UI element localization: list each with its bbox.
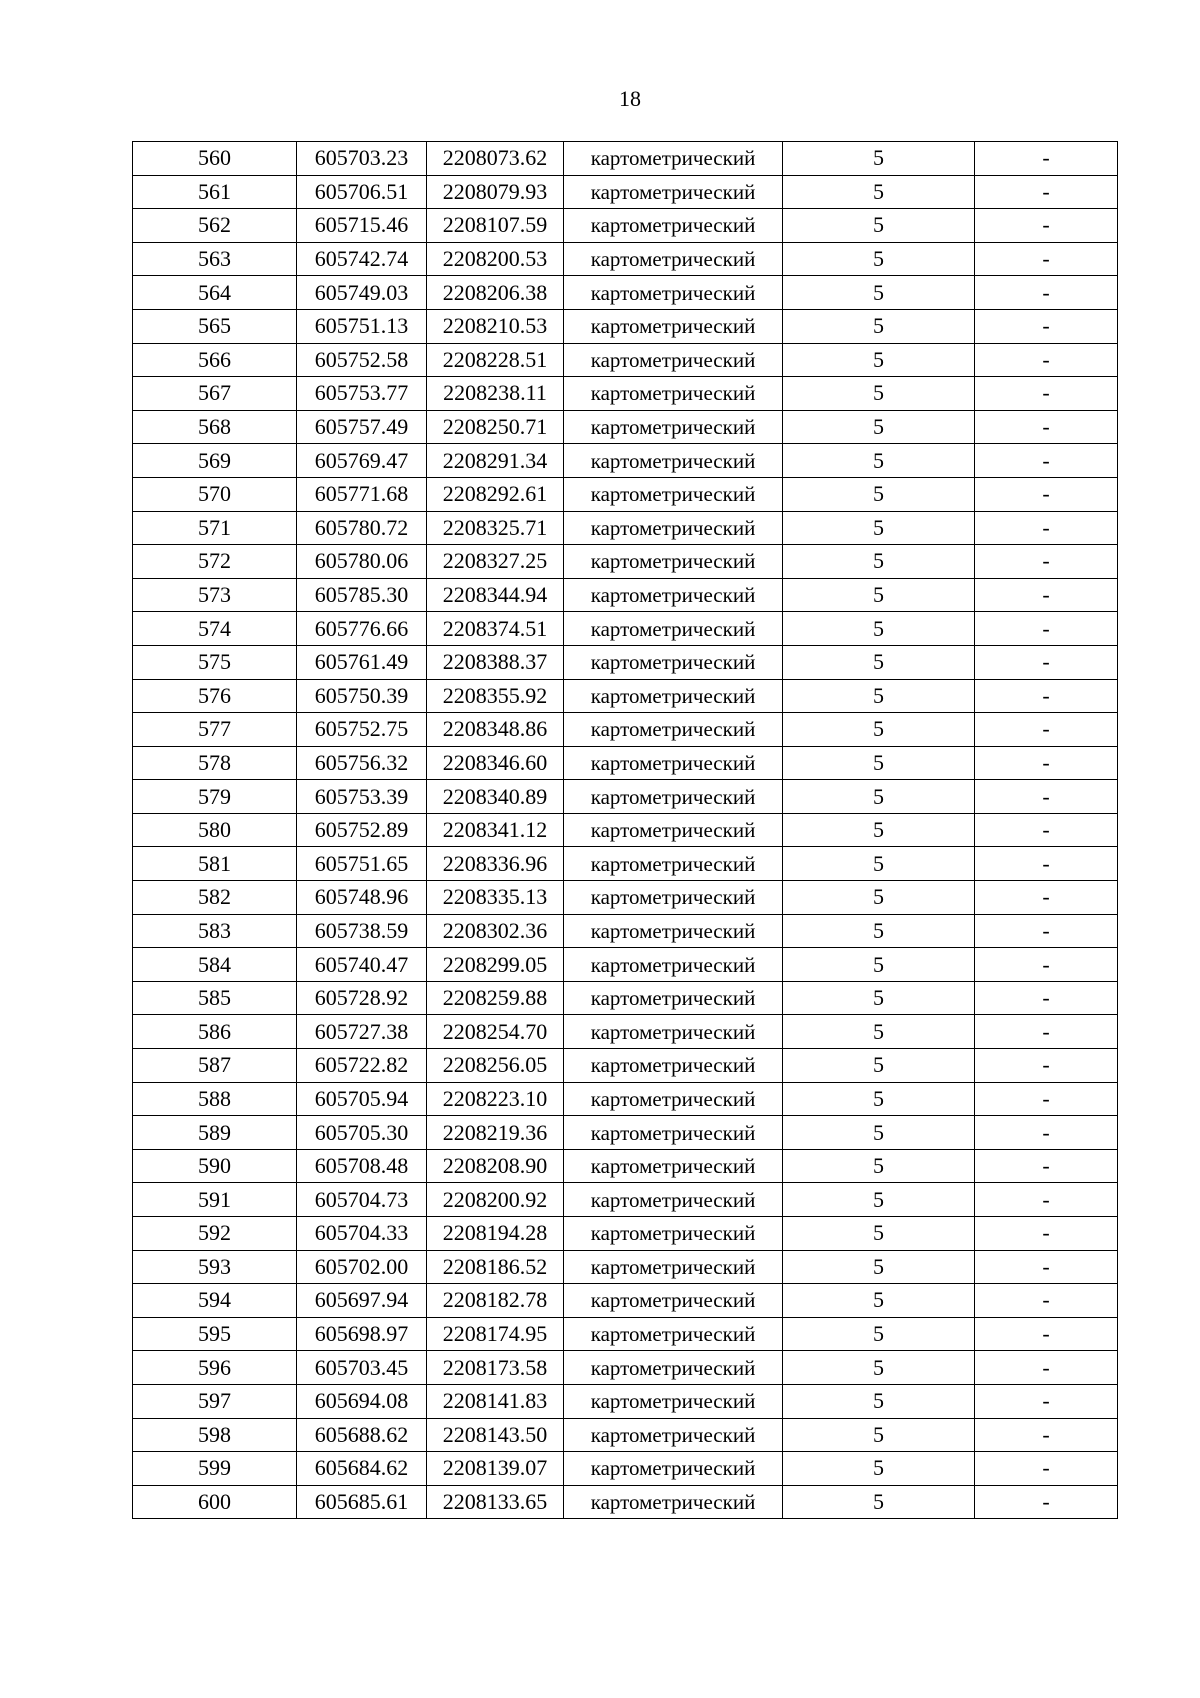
method-cell: картометрический [564, 948, 783, 982]
point-number-cell: 581 [133, 847, 297, 881]
method-cell: картометрический [564, 477, 783, 511]
method-cell: картометрический [564, 142, 783, 176]
y-coordinate-cell: 2208344.94 [427, 578, 564, 612]
table-row [133, 410, 1118, 444]
y-coordinate-cell: 2208079.93 [427, 175, 564, 209]
y-coordinate-cell: 2208219.36 [427, 1116, 564, 1150]
description-cell: - [975, 746, 1118, 780]
description-cell: - [975, 1250, 1118, 1284]
x-coordinate-cell: 605771.68 [297, 477, 427, 511]
y-coordinate-cell: 2208291.34 [427, 444, 564, 478]
x-coordinate-cell: 605750.39 [297, 679, 427, 713]
x-coordinate-cell: 605706.51 [297, 175, 427, 209]
x-coordinate-cell: 605751.13 [297, 309, 427, 343]
accuracy-cell: 5 [783, 914, 975, 948]
accuracy-cell: 5 [783, 948, 975, 982]
accuracy-cell: 5 [783, 645, 975, 679]
point-number-cell: 584 [133, 948, 297, 982]
point-number-cell: 586 [133, 1015, 297, 1049]
point-number-cell: 582 [133, 881, 297, 915]
accuracy-cell: 5 [783, 612, 975, 646]
x-coordinate-cell: 605688.62 [297, 1418, 427, 1452]
method-cell: картометрический [564, 1015, 783, 1049]
accuracy-cell: 5 [783, 1183, 975, 1217]
point-number-cell: 561 [133, 175, 297, 209]
x-coordinate-cell: 605703.45 [297, 1351, 427, 1385]
y-coordinate-cell: 2208206.38 [427, 276, 564, 310]
table-row [133, 1485, 1118, 1519]
y-coordinate-cell: 2208238.11 [427, 377, 564, 411]
table-row [133, 1217, 1118, 1251]
accuracy-cell: 5 [783, 175, 975, 209]
method-cell: картометрический [564, 1217, 783, 1251]
point-number-cell: 571 [133, 511, 297, 545]
x-coordinate-cell: 605703.23 [297, 142, 427, 176]
table-row [133, 343, 1118, 377]
point-number-cell: 572 [133, 545, 297, 579]
coordinates-table [132, 141, 1118, 1519]
description-cell: - [975, 847, 1118, 881]
point-number-cell: 566 [133, 343, 297, 377]
y-coordinate-cell: 2208346.60 [427, 746, 564, 780]
table-row [133, 881, 1118, 915]
description-cell: - [975, 1015, 1118, 1049]
table-row [133, 142, 1118, 176]
method-cell: картометрический [564, 1250, 783, 1284]
description-cell: - [975, 645, 1118, 679]
table-row [133, 679, 1118, 713]
accuracy-cell: 5 [783, 1418, 975, 1452]
accuracy-cell: 5 [783, 1082, 975, 1116]
x-coordinate-cell: 605776.66 [297, 612, 427, 646]
method-cell: картометрический [564, 914, 783, 948]
table-row [133, 444, 1118, 478]
point-number-cell: 578 [133, 746, 297, 780]
description-cell: - [975, 813, 1118, 847]
point-number-cell: 569 [133, 444, 297, 478]
method-cell: картометрический [564, 1082, 783, 1116]
description-cell: - [975, 1284, 1118, 1318]
description-cell: - [975, 1452, 1118, 1486]
point-number-cell: 591 [133, 1183, 297, 1217]
table-row [133, 847, 1118, 881]
y-coordinate-cell: 2208228.51 [427, 343, 564, 377]
description-cell: - [975, 981, 1118, 1015]
description-cell: - [975, 175, 1118, 209]
description-cell: - [975, 276, 1118, 310]
method-cell: картометрический [564, 612, 783, 646]
method-cell: картометрический [564, 1317, 783, 1351]
table-row [133, 914, 1118, 948]
description-cell: - [975, 780, 1118, 814]
table-row [133, 1384, 1118, 1418]
accuracy-cell: 5 [783, 1116, 975, 1150]
y-coordinate-cell: 2208336.96 [427, 847, 564, 881]
x-coordinate-cell: 605780.06 [297, 545, 427, 579]
table-row [133, 813, 1118, 847]
description-cell: - [975, 1082, 1118, 1116]
y-coordinate-cell: 2208107.59 [427, 209, 564, 243]
x-coordinate-cell: 605685.61 [297, 1485, 427, 1519]
method-cell: картометрический [564, 1351, 783, 1385]
table-row [133, 276, 1118, 310]
method-cell: картометрический [564, 1284, 783, 1318]
accuracy-cell: 5 [783, 578, 975, 612]
table-row [133, 1284, 1118, 1318]
point-number-cell: 595 [133, 1317, 297, 1351]
description-cell: - [975, 444, 1118, 478]
x-coordinate-cell: 605722.82 [297, 1049, 427, 1083]
y-coordinate-cell: 2208133.65 [427, 1485, 564, 1519]
method-cell: картометрический [564, 813, 783, 847]
table-row [133, 1317, 1118, 1351]
table-row [133, 1418, 1118, 1452]
x-coordinate-cell: 605728.92 [297, 981, 427, 1015]
x-coordinate-cell: 605753.77 [297, 377, 427, 411]
description-cell: - [975, 1384, 1118, 1418]
y-coordinate-cell: 2208340.89 [427, 780, 564, 814]
table-row [133, 545, 1118, 579]
point-number-cell: 564 [133, 276, 297, 310]
point-number-cell: 580 [133, 813, 297, 847]
y-coordinate-cell: 2208173.58 [427, 1351, 564, 1385]
accuracy-cell: 5 [783, 679, 975, 713]
x-coordinate-cell: 605752.58 [297, 343, 427, 377]
method-cell: картометрический [564, 242, 783, 276]
y-coordinate-cell: 2208139.07 [427, 1452, 564, 1486]
x-coordinate-cell: 605756.32 [297, 746, 427, 780]
description-cell: - [975, 578, 1118, 612]
method-cell: картометрический [564, 1452, 783, 1486]
point-number-cell: 594 [133, 1284, 297, 1318]
description-cell: - [975, 142, 1118, 176]
y-coordinate-cell: 2208292.61 [427, 477, 564, 511]
x-coordinate-cell: 605715.46 [297, 209, 427, 243]
y-coordinate-cell: 2208254.70 [427, 1015, 564, 1049]
point-number-cell: 593 [133, 1250, 297, 1284]
method-cell: картометрический [564, 847, 783, 881]
y-coordinate-cell: 2208141.83 [427, 1384, 564, 1418]
method-cell: картометрический [564, 981, 783, 1015]
accuracy-cell: 5 [783, 746, 975, 780]
description-cell: - [975, 209, 1118, 243]
table-row [133, 981, 1118, 1015]
y-coordinate-cell: 2208256.05 [427, 1049, 564, 1083]
x-coordinate-cell: 605780.72 [297, 511, 427, 545]
accuracy-cell: 5 [783, 1351, 975, 1385]
table-row [133, 377, 1118, 411]
method-cell: картометрический [564, 1485, 783, 1519]
point-number-cell: 599 [133, 1452, 297, 1486]
description-cell: - [975, 1485, 1118, 1519]
method-cell: картометрический [564, 276, 783, 310]
point-number-cell: 583 [133, 914, 297, 948]
description-cell: - [975, 1418, 1118, 1452]
method-cell: картометрический [564, 175, 783, 209]
y-coordinate-cell: 2208325.71 [427, 511, 564, 545]
description-cell: - [975, 343, 1118, 377]
method-cell: картометрический [564, 511, 783, 545]
accuracy-cell: 5 [783, 477, 975, 511]
table-row [133, 746, 1118, 780]
table-row [133, 242, 1118, 276]
point-number-cell: 598 [133, 1418, 297, 1452]
point-number-cell: 574 [133, 612, 297, 646]
y-coordinate-cell: 2208299.05 [427, 948, 564, 982]
description-cell: - [975, 1116, 1118, 1150]
method-cell: картометрический [564, 746, 783, 780]
accuracy-cell: 5 [783, 981, 975, 1015]
point-number-cell: 567 [133, 377, 297, 411]
x-coordinate-cell: 605705.30 [297, 1116, 427, 1150]
accuracy-cell: 5 [783, 881, 975, 915]
method-cell: картометрический [564, 309, 783, 343]
method-cell: картометрический [564, 1183, 783, 1217]
accuracy-cell: 5 [783, 1049, 975, 1083]
y-coordinate-cell: 2208210.53 [427, 309, 564, 343]
accuracy-cell: 5 [783, 1384, 975, 1418]
x-coordinate-cell: 605753.39 [297, 780, 427, 814]
x-coordinate-cell: 605757.49 [297, 410, 427, 444]
table-row [133, 477, 1118, 511]
y-coordinate-cell: 2208388.37 [427, 645, 564, 679]
table-row [133, 780, 1118, 814]
y-coordinate-cell: 2208200.92 [427, 1183, 564, 1217]
point-number-cell: 585 [133, 981, 297, 1015]
description-cell: - [975, 309, 1118, 343]
method-cell: картометрический [564, 881, 783, 915]
accuracy-cell: 5 [783, 1284, 975, 1318]
description-cell: - [975, 914, 1118, 948]
point-number-cell: 563 [133, 242, 297, 276]
point-number-cell: 560 [133, 142, 297, 176]
accuracy-cell: 5 [783, 1149, 975, 1183]
table-row [133, 175, 1118, 209]
x-coordinate-cell: 605708.48 [297, 1149, 427, 1183]
y-coordinate-cell: 2208302.36 [427, 914, 564, 948]
method-cell: картометрический [564, 713, 783, 747]
accuracy-cell: 5 [783, 209, 975, 243]
x-coordinate-cell: 605742.74 [297, 242, 427, 276]
x-coordinate-cell: 605769.47 [297, 444, 427, 478]
y-coordinate-cell: 2208182.78 [427, 1284, 564, 1318]
accuracy-cell: 5 [783, 1452, 975, 1486]
y-coordinate-cell: 2208355.92 [427, 679, 564, 713]
method-cell: картометрический [564, 1384, 783, 1418]
accuracy-cell: 5 [783, 780, 975, 814]
point-number-cell: 576 [133, 679, 297, 713]
accuracy-cell: 5 [783, 1015, 975, 1049]
method-cell: картометрический [564, 578, 783, 612]
accuracy-cell: 5 [783, 276, 975, 310]
description-cell: - [975, 612, 1118, 646]
accuracy-cell: 5 [783, 1217, 975, 1251]
y-coordinate-cell: 2208200.53 [427, 242, 564, 276]
table-row [133, 1116, 1118, 1150]
y-coordinate-cell: 2208208.90 [427, 1149, 564, 1183]
description-cell: - [975, 511, 1118, 545]
y-coordinate-cell: 2208348.86 [427, 713, 564, 747]
table-row [133, 1082, 1118, 1116]
x-coordinate-cell: 605704.73 [297, 1183, 427, 1217]
point-number-cell: 579 [133, 780, 297, 814]
accuracy-cell: 5 [783, 545, 975, 579]
description-cell: - [975, 1317, 1118, 1351]
point-number-cell: 562 [133, 209, 297, 243]
accuracy-cell: 5 [783, 1485, 975, 1519]
accuracy-cell: 5 [783, 142, 975, 176]
point-number-cell: 577 [133, 713, 297, 747]
y-coordinate-cell: 2208259.88 [427, 981, 564, 1015]
coordinates-table-body [133, 142, 1118, 1519]
point-number-cell: 575 [133, 645, 297, 679]
point-number-cell: 600 [133, 1485, 297, 1519]
table-row [133, 1351, 1118, 1385]
point-number-cell: 570 [133, 477, 297, 511]
table-row [133, 1149, 1118, 1183]
x-coordinate-cell: 605752.75 [297, 713, 427, 747]
x-coordinate-cell: 605702.00 [297, 1250, 427, 1284]
point-number-cell: 588 [133, 1082, 297, 1116]
method-cell: картометрический [564, 444, 783, 478]
point-number-cell: 592 [133, 1217, 297, 1251]
accuracy-cell: 5 [783, 410, 975, 444]
accuracy-cell: 5 [783, 813, 975, 847]
accuracy-cell: 5 [783, 309, 975, 343]
point-number-cell: 596 [133, 1351, 297, 1385]
x-coordinate-cell: 605748.96 [297, 881, 427, 915]
accuracy-cell: 5 [783, 511, 975, 545]
table-row [133, 948, 1118, 982]
method-cell: картометрический [564, 1418, 783, 1452]
description-cell: - [975, 477, 1118, 511]
description-cell: - [975, 948, 1118, 982]
x-coordinate-cell: 605740.47 [297, 948, 427, 982]
description-cell: - [975, 1183, 1118, 1217]
point-number-cell: 587 [133, 1049, 297, 1083]
y-coordinate-cell: 2208223.10 [427, 1082, 564, 1116]
description-cell: - [975, 377, 1118, 411]
method-cell: картометрический [564, 209, 783, 243]
table-row [133, 1049, 1118, 1083]
method-cell: картометрический [564, 645, 783, 679]
y-coordinate-cell: 2208194.28 [427, 1217, 564, 1251]
x-coordinate-cell: 605727.38 [297, 1015, 427, 1049]
x-coordinate-cell: 605704.33 [297, 1217, 427, 1251]
table-row [133, 1250, 1118, 1284]
x-coordinate-cell: 605698.97 [297, 1317, 427, 1351]
x-coordinate-cell: 605751.65 [297, 847, 427, 881]
method-cell: картометрический [564, 679, 783, 713]
x-coordinate-cell: 605785.30 [297, 578, 427, 612]
table-row [133, 1452, 1118, 1486]
point-number-cell: 589 [133, 1116, 297, 1150]
accuracy-cell: 5 [783, 1317, 975, 1351]
method-cell: картометрический [564, 545, 783, 579]
method-cell: картометрический [564, 343, 783, 377]
table-row [133, 645, 1118, 679]
method-cell: картометрический [564, 377, 783, 411]
accuracy-cell: 5 [783, 242, 975, 276]
point-number-cell: 565 [133, 309, 297, 343]
method-cell: картометрический [564, 1116, 783, 1150]
description-cell: - [975, 545, 1118, 579]
x-coordinate-cell: 605694.08 [297, 1384, 427, 1418]
x-coordinate-cell: 605749.03 [297, 276, 427, 310]
table-row [133, 209, 1118, 243]
description-cell: - [975, 679, 1118, 713]
method-cell: картометрический [564, 1049, 783, 1083]
y-coordinate-cell: 2208341.12 [427, 813, 564, 847]
accuracy-cell: 5 [783, 713, 975, 747]
x-coordinate-cell: 605705.94 [297, 1082, 427, 1116]
x-coordinate-cell: 605738.59 [297, 914, 427, 948]
method-cell: картометрический [564, 780, 783, 814]
y-coordinate-cell: 2208143.50 [427, 1418, 564, 1452]
x-coordinate-cell: 605697.94 [297, 1284, 427, 1318]
description-cell: - [975, 1351, 1118, 1385]
table-row [133, 309, 1118, 343]
table-row [133, 713, 1118, 747]
method-cell: картометрический [564, 1149, 783, 1183]
page-number: 18 [619, 86, 641, 111]
accuracy-cell: 5 [783, 377, 975, 411]
description-cell: - [975, 242, 1118, 276]
description-cell: - [975, 1149, 1118, 1183]
accuracy-cell: 5 [783, 847, 975, 881]
y-coordinate-cell: 2208374.51 [427, 612, 564, 646]
y-coordinate-cell: 2208335.13 [427, 881, 564, 915]
y-coordinate-cell: 2208174.95 [427, 1317, 564, 1351]
table-row [133, 612, 1118, 646]
x-coordinate-cell: 605761.49 [297, 645, 427, 679]
x-coordinate-cell: 605684.62 [297, 1452, 427, 1486]
accuracy-cell: 5 [783, 444, 975, 478]
x-coordinate-cell: 605752.89 [297, 813, 427, 847]
point-number-cell: 573 [133, 578, 297, 612]
accuracy-cell: 5 [783, 343, 975, 377]
accuracy-cell: 5 [783, 1250, 975, 1284]
description-cell: - [975, 1049, 1118, 1083]
point-number-cell: 568 [133, 410, 297, 444]
table-row [133, 1015, 1118, 1049]
table-row [133, 1183, 1118, 1217]
point-number-cell: 590 [133, 1149, 297, 1183]
table-row [133, 511, 1118, 545]
y-coordinate-cell: 2208073.62 [427, 142, 564, 176]
y-coordinate-cell: 2208250.71 [427, 410, 564, 444]
y-coordinate-cell: 2208327.25 [427, 545, 564, 579]
description-cell: - [975, 1217, 1118, 1251]
method-cell: картометрический [564, 410, 783, 444]
description-cell: - [975, 881, 1118, 915]
table-row [133, 578, 1118, 612]
description-cell: - [975, 713, 1118, 747]
point-number-cell: 597 [133, 1384, 297, 1418]
y-coordinate-cell: 2208186.52 [427, 1250, 564, 1284]
description-cell: - [975, 410, 1118, 444]
